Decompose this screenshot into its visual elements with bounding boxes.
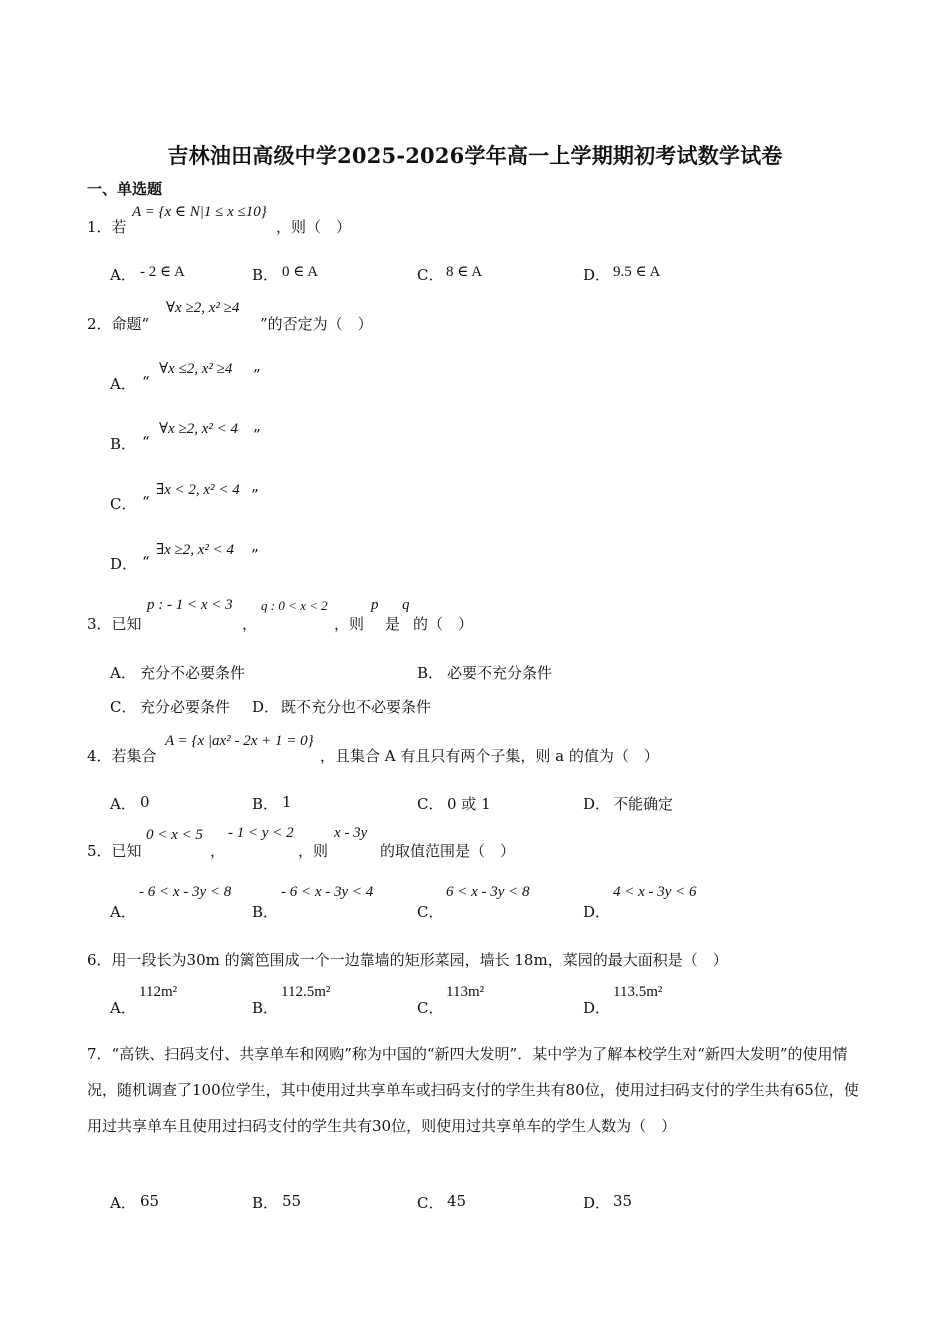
q6-option-label: C．: [417, 999, 444, 1017]
q5-condition-y: - 1 < y < 2: [228, 825, 294, 841]
q2-quote-open: “: [142, 493, 150, 511]
q4-option-label: B．: [252, 795, 279, 813]
q2-quote-close: ”: [253, 366, 261, 384]
q2-option-d: ∃x ≥2, x² < 4: [156, 542, 235, 558]
q3-p: p: [371, 597, 379, 613]
q2-option-label: A．: [110, 375, 136, 393]
q6-text: 6．用一段长为30m 的篱笆围成一个一边靠墙的矩形菜园，墙长 18m，菜园的最大面积是（ ）: [87, 951, 728, 969]
q3-number: 3．已知: [87, 615, 142, 633]
q3-option-d: 既不充分也不必要条件: [281, 698, 432, 716]
q1-formula: A = {x ∈ N|1 ≤ x ≤10}: [132, 204, 267, 220]
q2-option-c: ∃x < 2, x² < 4: [156, 482, 240, 498]
q1-option-label: A．: [110, 266, 136, 284]
q2-quote-close: ”: [251, 546, 259, 564]
q1-option-label: D．: [583, 266, 611, 284]
q3-option-label: B．: [417, 664, 444, 682]
q5-comma: ，: [210, 842, 226, 860]
q4-formula: A = {x |ax² - 2x + 1 = 0}: [165, 733, 314, 749]
q7-option-c: 45: [447, 1192, 467, 1210]
q4-option-c: 0 或 1: [447, 795, 491, 813]
q4-option-a: 0: [140, 793, 150, 811]
q2-tail: ”的否定为（ ）: [260, 315, 373, 333]
q1-option-label: B．: [252, 266, 279, 284]
q1-tail: ，则（ ）: [276, 218, 352, 236]
section-heading: 一、单选题: [87, 180, 163, 198]
q6-option-a: 112m²: [139, 984, 178, 1000]
q6-option-label: B．: [252, 999, 279, 1017]
q4-option-label: D．: [583, 795, 611, 813]
q2-quote-open: “: [142, 433, 150, 451]
q3-option-label: D．: [252, 698, 280, 716]
q7-option-a: 65: [140, 1192, 160, 1210]
q3-comma: ，: [242, 615, 258, 633]
q2-formula: ∀x ≥2, x² ≥4: [166, 300, 240, 316]
q5-option-c: 6 < x - 3y < 8: [446, 884, 530, 900]
q2-quote-open: “: [142, 553, 150, 571]
q6-option-d: 113.5m²: [613, 984, 663, 1000]
q1-option-b: 0 ∈ A: [282, 264, 319, 280]
q2-quote-open: “: [142, 373, 150, 391]
q5-option-label: B．: [252, 903, 279, 921]
q4-option-label: A．: [110, 795, 136, 813]
q2-option-b: ∀x ≥2, x² < 4: [159, 421, 238, 437]
q2-number: 2．命题“: [87, 315, 150, 333]
q4-option-b: 1: [282, 793, 292, 811]
q5-expression: x - 3y: [334, 825, 368, 841]
page-title: 吉林油田高级中学2025-2026学年高一上学期期初考试数学试卷: [167, 143, 783, 168]
q1-number: 1．若: [87, 218, 127, 236]
q1-option-c: 8 ∈ A: [446, 264, 483, 280]
q3-condition-q: q : 0 < x < 2: [261, 598, 328, 613]
q7-option-label: A．: [110, 1194, 136, 1212]
q4-option-d: 不能确定: [613, 795, 674, 813]
q3-is: 是: [385, 615, 401, 633]
q3-option-a: 充分不必要条件: [140, 664, 246, 682]
q3-condition-p: p : - 1 < x < 3: [147, 597, 233, 613]
q1-option-d: 9.5 ∈ A: [613, 264, 661, 280]
q7-option-label: C．: [417, 1194, 444, 1212]
q1-option-label: C．: [417, 266, 444, 284]
q5-number: 5．已知: [87, 842, 142, 860]
q6-option-b: 112.5m²: [281, 984, 331, 1000]
q3-option-b: 必要不充分条件: [447, 664, 553, 682]
q4-option-label: C．: [417, 795, 444, 813]
q7-option-b: 55: [282, 1192, 302, 1210]
q5-condition-x: 0 < x < 5: [146, 827, 203, 843]
q5-then: ，则: [298, 842, 329, 860]
q6-option-label: D．: [583, 999, 611, 1017]
q7-option-label: D．: [583, 1194, 611, 1212]
q6-option-label: A．: [110, 999, 136, 1017]
q3-q: q: [402, 597, 410, 613]
q5-option-label: A．: [110, 903, 136, 921]
q2-quote-close: ”: [251, 486, 259, 504]
q3-then: ，则: [334, 615, 365, 633]
q5-option-label: C．: [417, 903, 444, 921]
q2-option-label: D．: [110, 555, 138, 573]
q2-option-a: ∀x ≤2, x² ≥4: [159, 361, 233, 377]
q5-option-b: - 6 < x - 3y < 4: [281, 884, 374, 900]
q3-tail: 的（ ）: [413, 615, 474, 633]
q5-option-label: D．: [583, 903, 611, 921]
q6-option-c: 113m²: [446, 984, 485, 1000]
q7-text: 7．“高铁、扫码支付、共享单车和网购”称为中国的“新四大发明”．某中学为了解本校学生对“新四大发明”的使用情况，随机调查了100位学生，其中使用过共享单车或扫码支付的学生共有80位，使用过扫码支付的学生共有65位，使用过共享单车且使用过扫码支付的学生共有30位，则使用过共享单车的学生人数为（ ）: [87, 1045, 859, 1135]
q7-option-d: 35: [613, 1192, 633, 1210]
q5-option-d: 4 < x - 3y < 6: [613, 884, 697, 900]
q4-number: 4．若集合: [87, 747, 157, 765]
q3-option-c: 充分必要条件: [140, 698, 231, 716]
q2-option-label: B．: [110, 435, 137, 453]
q7-option-label: B．: [252, 1194, 279, 1212]
q2-option-label: C．: [110, 495, 137, 513]
q1-option-a: - 2 ∈ A: [140, 264, 185, 280]
q5-tail: 的取值范围是（ ）: [380, 842, 516, 860]
q5-option-a: - 6 < x - 3y < 8: [139, 884, 232, 900]
q2-quote-close: ”: [253, 426, 261, 444]
q3-option-label: C．: [110, 698, 137, 716]
q4-tail: ，且集合 A 有且只有两个子集，则 a 的值为（ ）: [320, 747, 659, 765]
q3-option-label: A．: [110, 664, 136, 682]
